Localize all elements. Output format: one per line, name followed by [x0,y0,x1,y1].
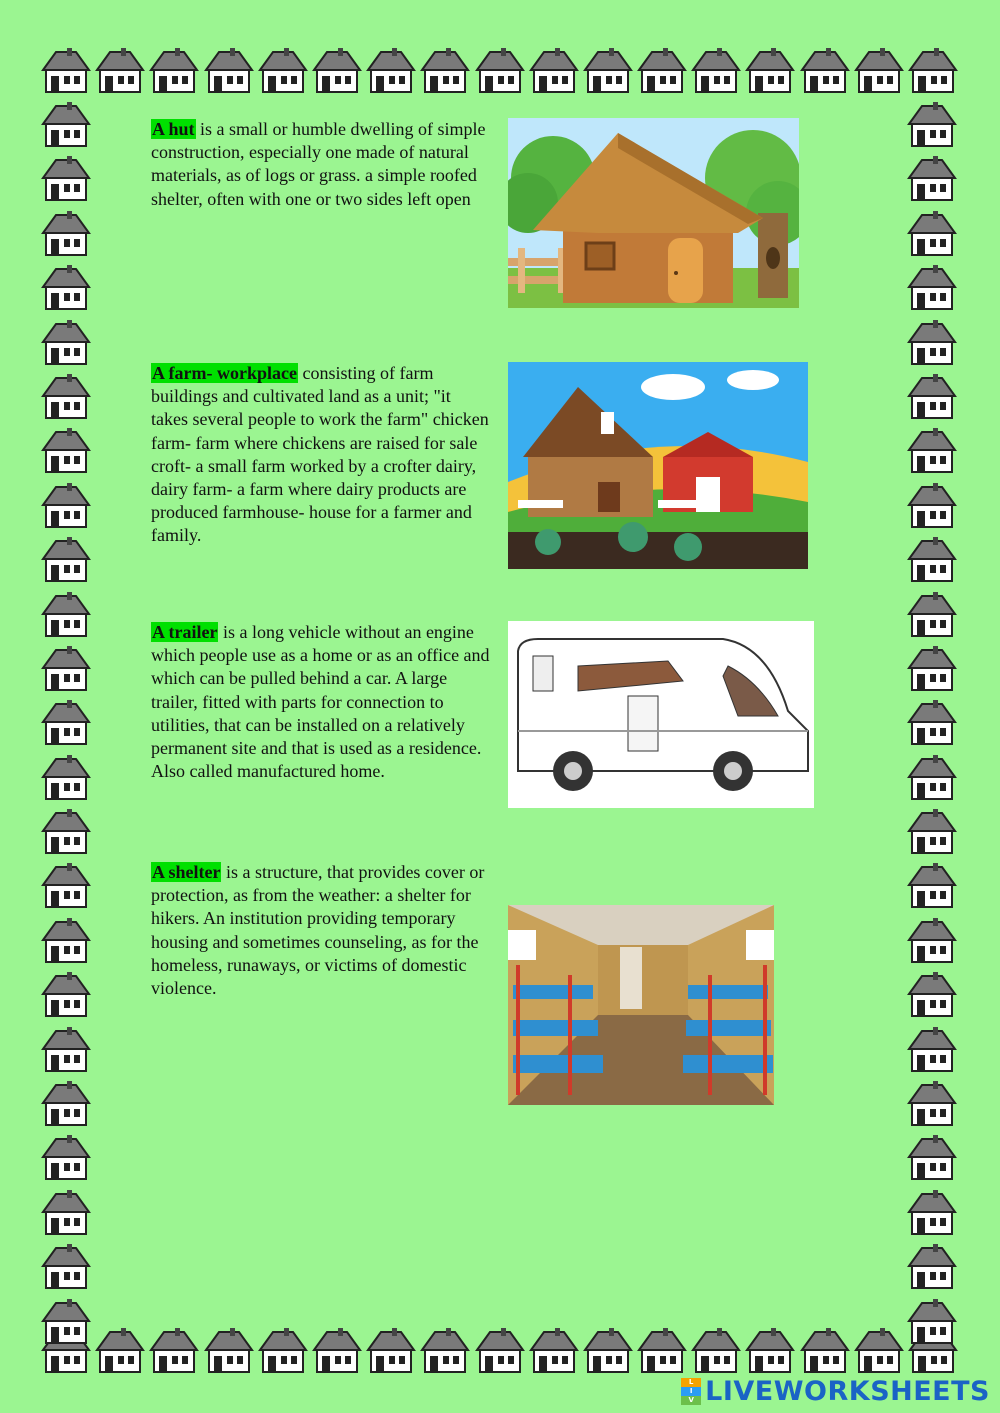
house-icon [40,698,92,748]
house-icon [148,1326,200,1376]
top-border [40,46,959,96]
house-icon [799,1326,851,1376]
house-icon [94,1326,146,1376]
brand-badge: L I V [681,1378,701,1406]
house-icon [203,46,255,96]
house-icon [419,46,471,96]
house-icon [906,1025,958,1075]
house-icon [799,46,851,96]
house-icon [40,644,92,694]
bottom-border [40,1326,959,1376]
house-icon [365,1326,417,1376]
house-icon [148,46,200,96]
house-icon [636,46,688,96]
house-icon [40,1133,92,1183]
house-icon [906,318,958,368]
house-icon [582,1326,634,1376]
house-icon [907,46,959,96]
house-icon [40,861,92,911]
house-icon [906,1297,958,1347]
house-icon [40,46,92,96]
house-icon [311,1326,363,1376]
trailer-image [508,621,814,808]
house-icon [744,46,796,96]
house-icon [690,1326,742,1376]
house-icon [906,698,958,748]
house-icon [365,46,417,96]
house-icon [906,916,958,966]
entry-farm [151,362,491,548]
house-icon [40,807,92,857]
entry-hut [151,118,491,211]
house-icon [40,481,92,531]
shelter-image [508,905,774,1105]
term-farm: A farm- workplace [152,363,297,383]
house-icon [474,46,526,96]
house-icon [40,970,92,1020]
house-icon [40,1188,92,1238]
house-icon [474,1326,526,1376]
house-icon [528,46,580,96]
brand-name: LIVEWORKSHEETS [705,1376,990,1407]
left-border [40,100,92,1347]
house-icon [40,154,92,204]
house-icon [40,916,92,966]
farm-image [508,362,808,569]
house-icon [582,46,634,96]
house-icon [906,263,958,313]
house-icon [906,372,958,422]
house-icon [40,535,92,585]
house-icon [40,1025,92,1075]
house-icon [40,426,92,476]
house-icon [906,861,958,911]
house-icon [906,1079,958,1129]
house-icon [906,753,958,803]
house-icon [40,753,92,803]
house-icon [419,1326,471,1376]
house-icon [853,1326,905,1376]
term-shelter: A shelter [152,862,221,882]
house-icon [257,1326,309,1376]
house-icon [906,1133,958,1183]
house-icon [528,1326,580,1376]
definition-farm: consisting of farm buildings and cultivated land as a unit; "it takes several people to work the farm" chicken farm- farm where chickens are raised for sale croft- a small farm worked by a crofter dairy, dairy farm- a farm where dairy products are produced farmhouse- house for a farmer and family. [151,363,489,546]
hut-image [508,118,799,308]
house-icon [311,46,363,96]
house-icon [690,46,742,96]
house-icon [40,100,92,150]
house-icon [853,46,905,96]
house-icon [94,46,146,96]
definition-hut: is a small or humble dwelling of simple construction, especially one made of natural materials, as of logs or grass. a simple roofed shelter, often with one or two sides left open [151,119,486,209]
house-icon [906,644,958,694]
house-icon [40,209,92,259]
house-icon [40,1079,92,1129]
right-border [906,100,958,1347]
house-icon [203,1326,255,1376]
definition-shelter: is a structure, that provides cover or protection, as from the weather: a shelter for hikers. An institution providing temporary housing and sometimes counseling, as for the homeless, runaways, or victims of domestic violence. [151,862,485,999]
house-icon [906,535,958,585]
house-icon [40,1242,92,1292]
term-hut: A hut [152,119,195,139]
house-icon [40,263,92,313]
house-icon [906,590,958,640]
term-trailer: A trailer [152,622,218,642]
house-icon [906,481,958,531]
house-icon [906,1242,958,1292]
house-icon [906,970,958,1020]
house-icon [257,46,309,96]
house-icon [40,372,92,422]
house-icon [636,1326,688,1376]
house-icon [906,100,958,150]
entry-shelter [151,861,491,1000]
house-icon [40,590,92,640]
house-icon [906,209,958,259]
definition-trailer: is a long vehicle without an engine which people use as a home or as an office and which can be pulled behind a car. A large trailer, fitted with parts for connection to utilities, that can be installed on a relatively permanent site and that is used as a residence. Also called manufactured home. [151,622,490,782]
house-icon [40,1297,92,1347]
entry-trailer [151,621,491,783]
liveworksheets-logo [681,1376,990,1407]
house-icon [744,1326,796,1376]
house-icon [906,807,958,857]
house-icon [906,154,958,204]
house-icon [906,1188,958,1238]
house-icon [906,426,958,476]
house-icon [40,318,92,368]
